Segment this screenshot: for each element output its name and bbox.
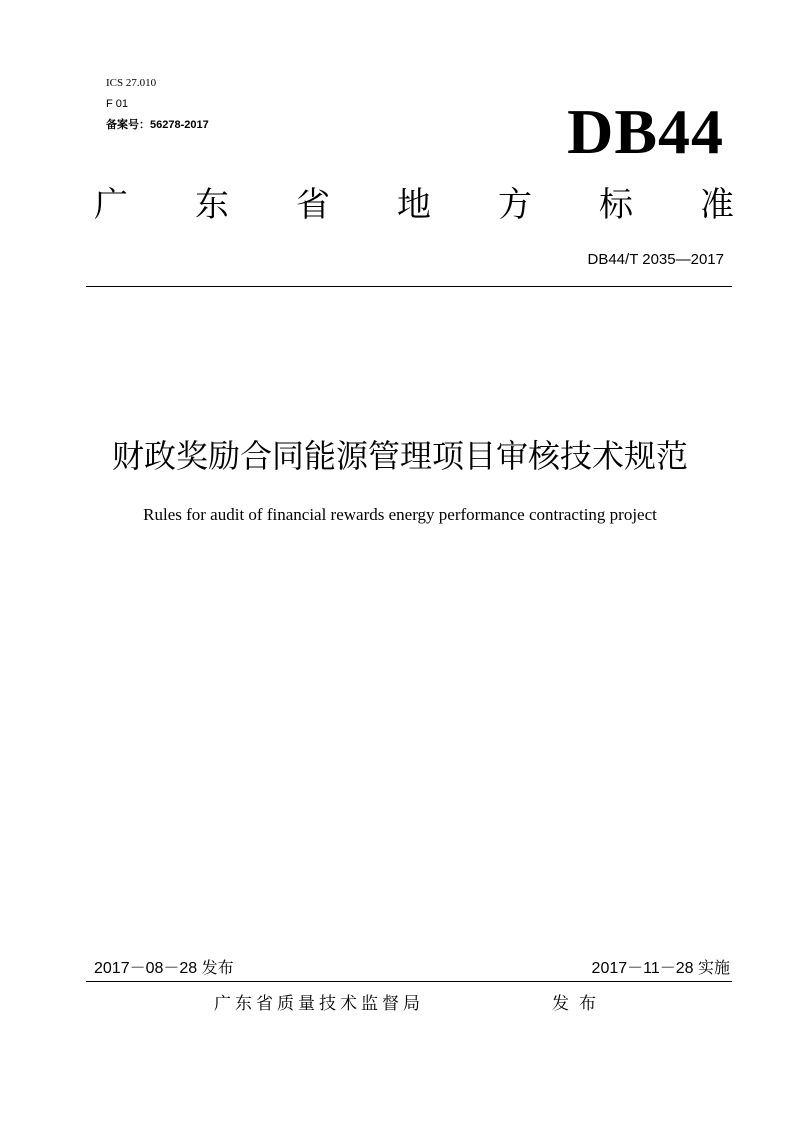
standard-type-char: 广 — [94, 186, 128, 224]
document-title-chinese: 财政奖励合同能源管理项目审核技术规范 — [111, 438, 688, 474]
standard-type-char: 东 — [195, 186, 229, 224]
issuing-action: 发布 — [552, 994, 606, 1013]
standard-code-logo: DB44 — [567, 96, 724, 167]
standard-type-char: 省 — [296, 186, 330, 224]
document-title-english: Rules for audit of financial rewards energy performance contracting project — [143, 505, 657, 524]
standard-type-char: 地 — [397, 186, 431, 224]
classification-code: F 01 — [106, 98, 129, 110]
effective-date: 2017－11－28 实施 — [591, 960, 730, 977]
record-number: 备案号：56278-2017 — [106, 119, 209, 131]
header-divider — [86, 286, 732, 287]
ics-code: ICS 27.010 — [106, 77, 157, 89]
issue-date: 2017－08－28 发布 — [94, 960, 234, 977]
footer-divider — [86, 981, 732, 982]
issuing-authority: 广东省质量技术监督局 — [214, 994, 424, 1013]
standard-type-char: 准 — [700, 186, 734, 224]
standard-type-heading — [94, 184, 734, 226]
standard-number: DB44/T 2035—2017 — [587, 251, 724, 268]
standard-type-char: 标 — [599, 186, 633, 224]
standard-type-char: 方 — [498, 186, 532, 224]
